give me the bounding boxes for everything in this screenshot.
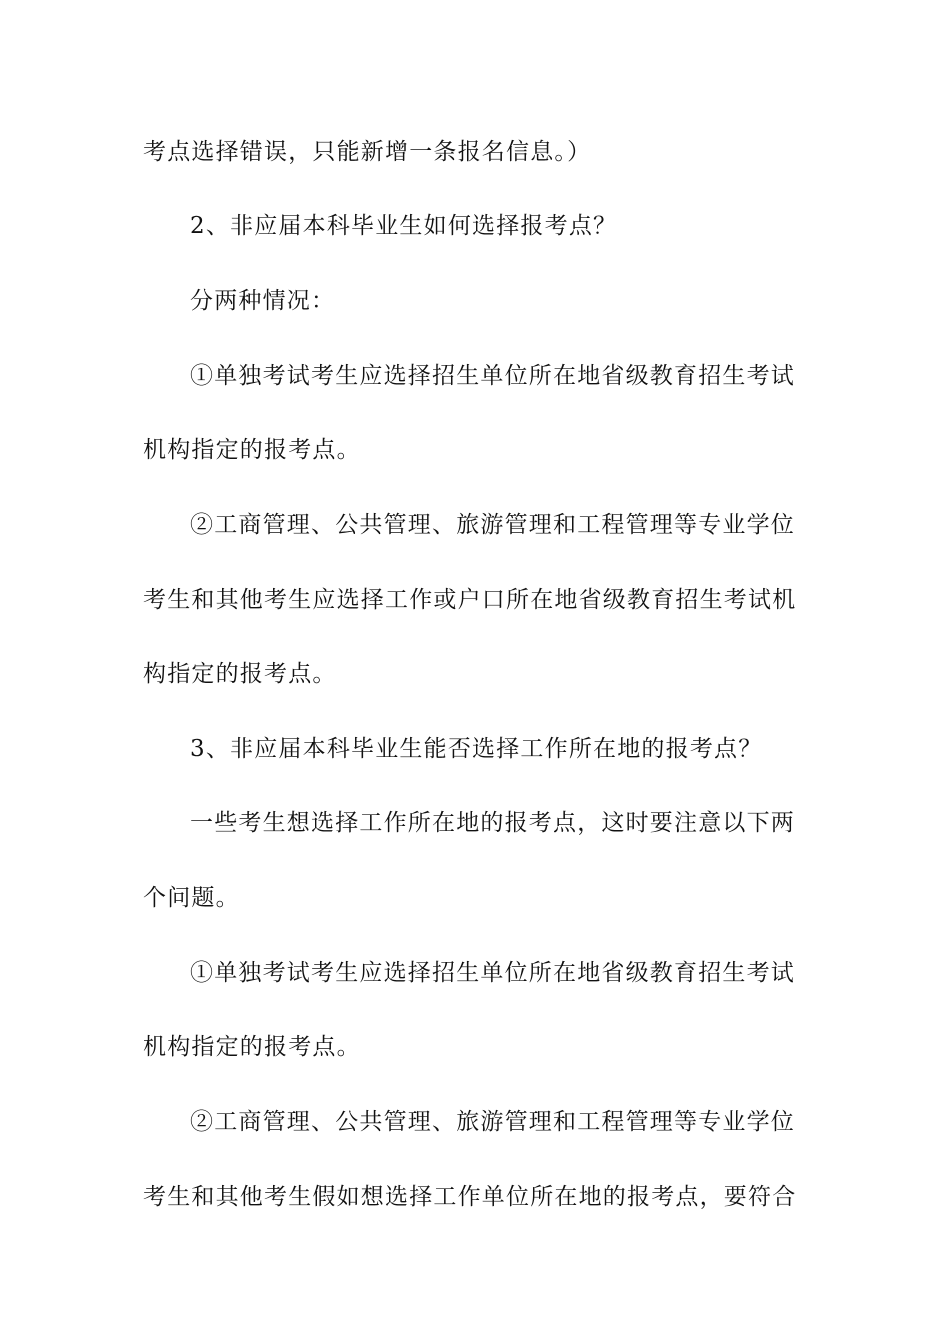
paragraph-line: 个问题。 <box>143 885 240 911</box>
section-heading: 2、非应届本科毕业生如何选择报考点？ <box>190 213 618 239</box>
list-item: ②工商管理、公共管理、旅游管理和工程管理等专业学位 <box>190 512 795 538</box>
paragraph-line: 构指定的报考点。 <box>143 661 337 687</box>
list-item: ②工商管理、公共管理、旅游管理和工程管理等专业学位 <box>190 1109 795 1135</box>
paragraph-line: 分两种情况： <box>190 288 336 314</box>
list-item: ①单独考试考生应选择招生单位所在地省级教育招生考试 <box>190 960 795 986</box>
paragraph-line: 考生和其他考生应选择工作或户口所在地省级教育招生考试机 <box>143 587 797 613</box>
paragraph-line: 一些考生想选择工作所在地的报考点，这时要注意以下两 <box>190 810 795 836</box>
section-heading: 3、非应届本科毕业生能否选择工作所在地的报考点？ <box>190 736 763 762</box>
paragraph-line: 考点选择错误，只能新增一条报名信息。） <box>143 139 592 165</box>
paragraph-line: 机构指定的报考点。 <box>143 1034 361 1060</box>
paragraph-line: 考生和其他考生假如想选择工作单位所在地的报考点，要符合 <box>143 1184 797 1210</box>
list-item: ①单独考试考生应选择招生单位所在地省级教育招生考试 <box>190 363 795 389</box>
paragraph-line: 机构指定的报考点。 <box>143 437 361 463</box>
